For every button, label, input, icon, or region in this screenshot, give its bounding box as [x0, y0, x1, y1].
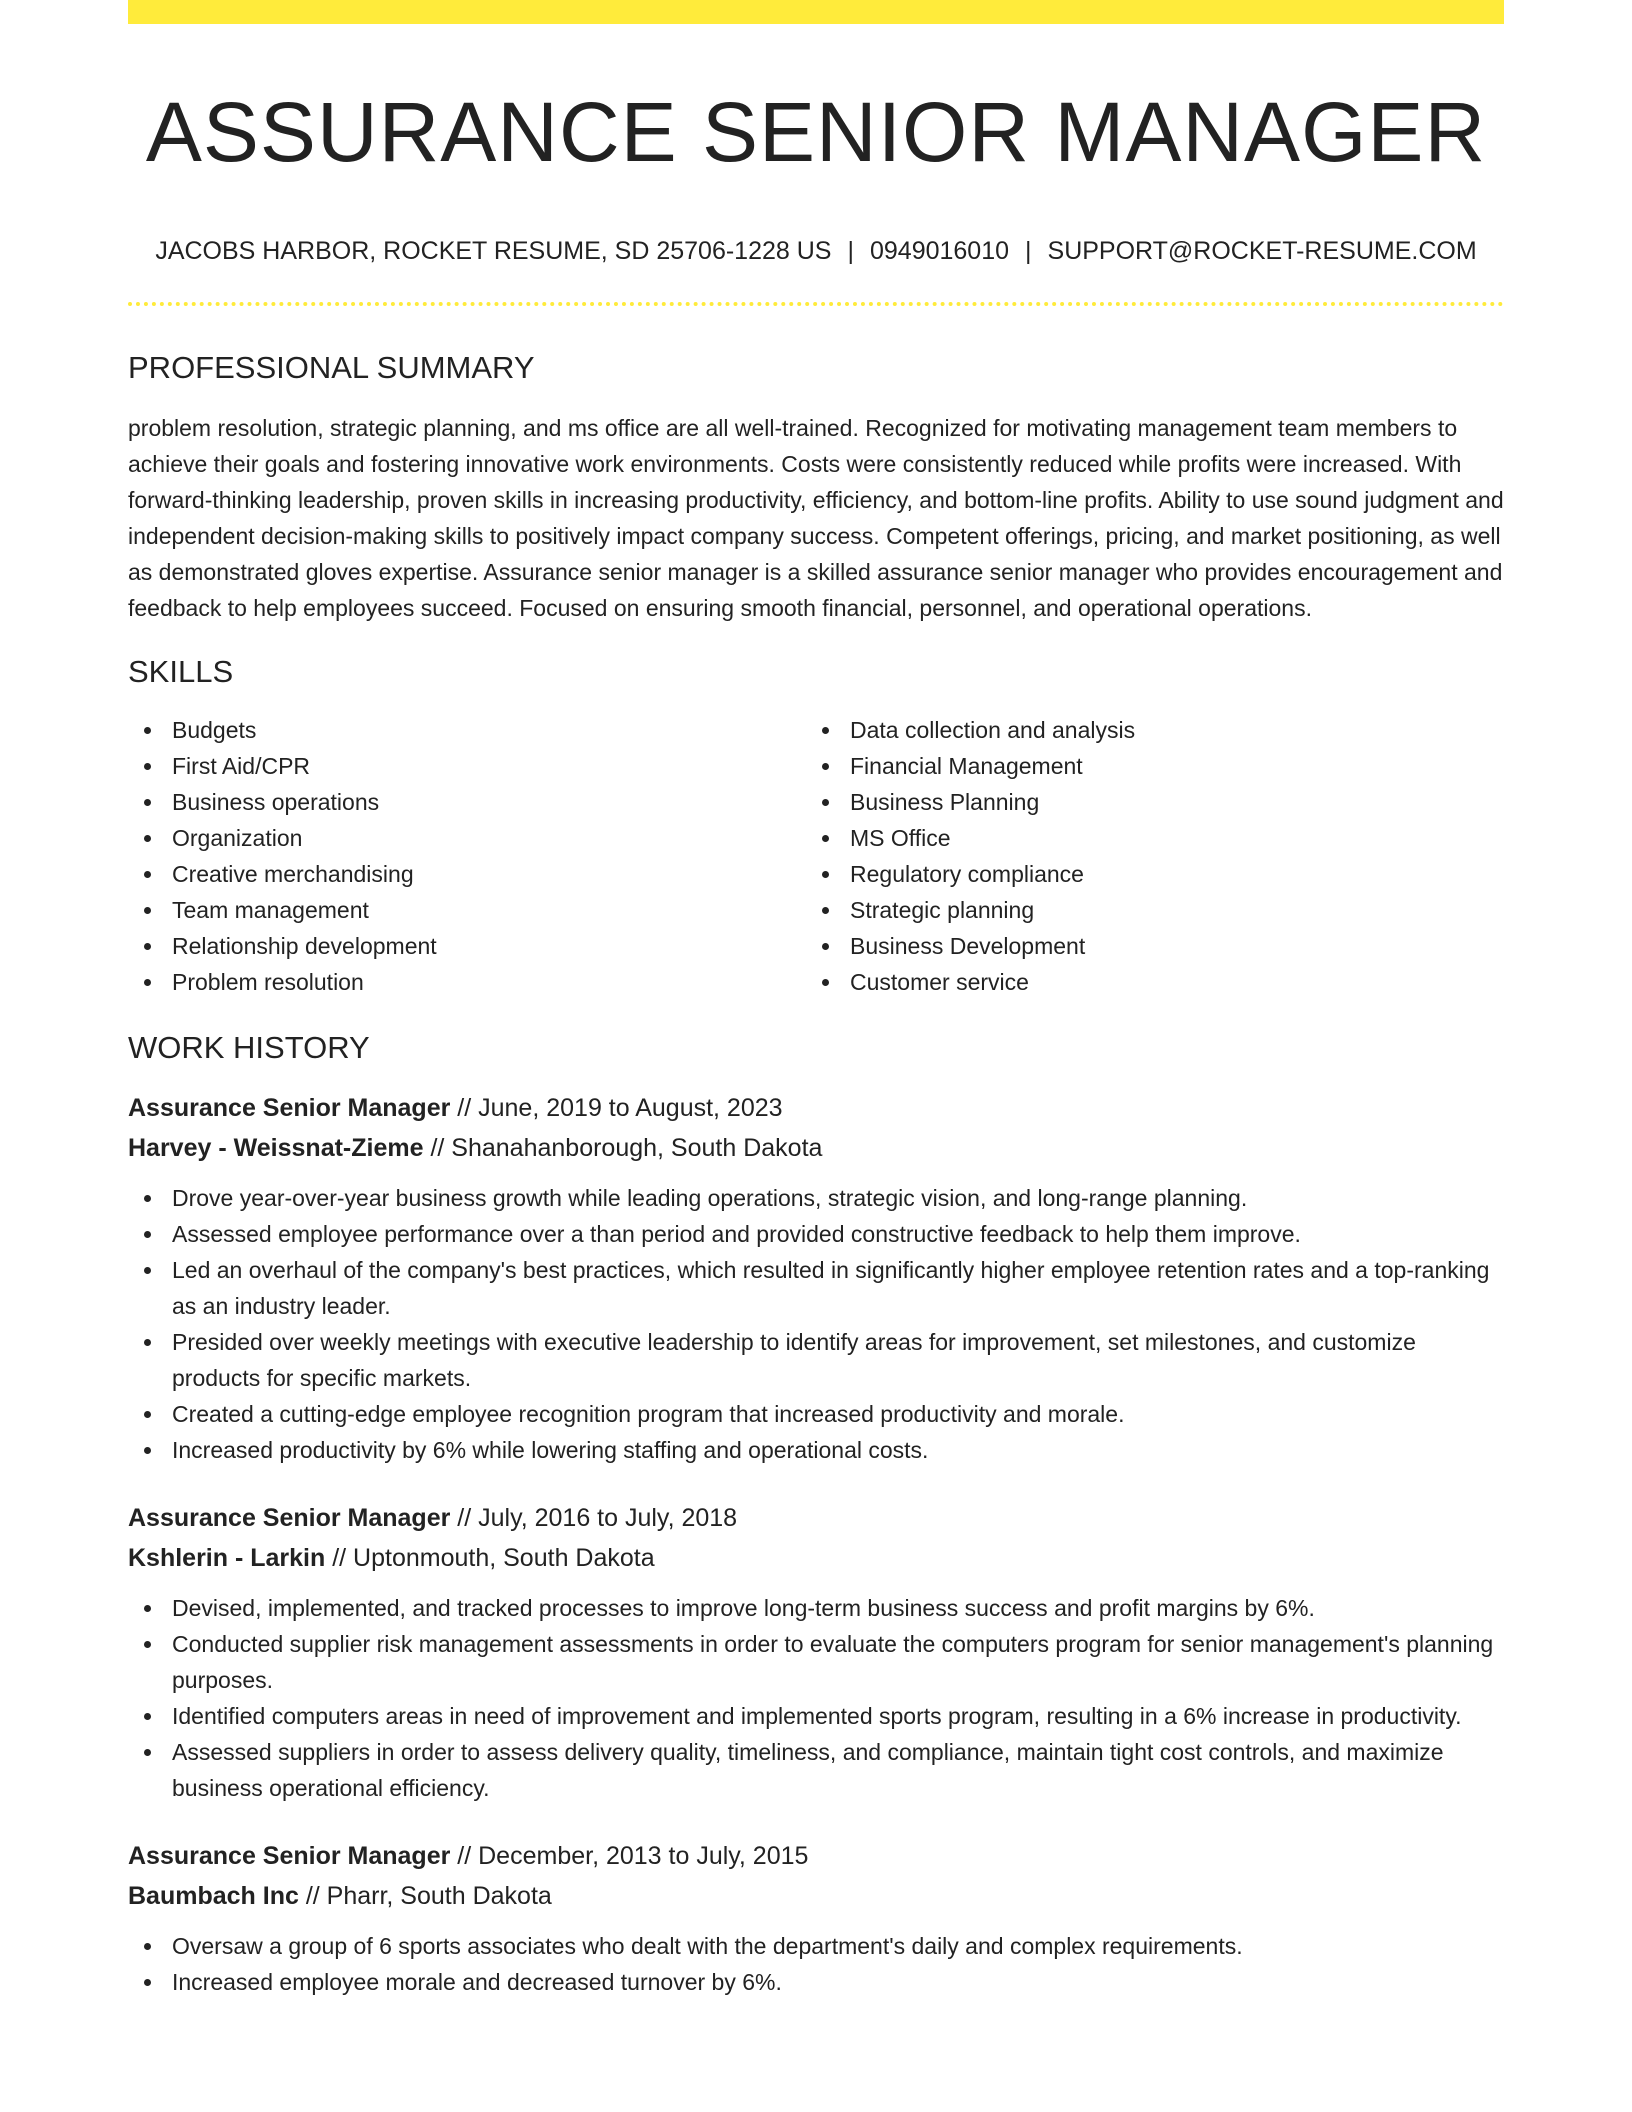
contact-separator: | — [847, 237, 854, 265]
job-entry — [128, 1498, 1504, 1806]
job-bullet: Increased productivity by 6% while lowering staffing and operational costs. — [128, 1432, 1504, 1468]
job-bullet: Devised, implemented, and tracked processes to improve long-term business success and profit margins by 6%. — [128, 1590, 1504, 1626]
resume-page — [128, 0, 1504, 2000]
job-bullet: Led an overhaul of the company's best practices, which resulted in significantly higher employee retention rates and a top-ranking as an industry leader. — [128, 1252, 1504, 1324]
job-title: Assurance Senior Manager — [128, 1094, 451, 1122]
skill-item: Team management — [128, 892, 806, 928]
skill-item: First Aid/CPR — [128, 748, 806, 784]
contact-line — [128, 236, 1504, 266]
resume-title: ASSURANCE SENIOR MANAGER — [145, 85, 1487, 179]
job-location: // Pharr, South Dakota — [298, 1882, 552, 1910]
skill-item: Organization — [128, 820, 806, 856]
contact-separator: | — [1025, 237, 1032, 265]
job-company-line — [128, 1876, 1504, 1916]
job-title-line — [128, 1836, 1504, 1876]
skills-column-right — [806, 712, 1484, 1000]
skill-item: Business Planning — [806, 784, 1484, 820]
job-entry — [128, 1088, 1504, 1468]
skills-grid — [128, 712, 1504, 1000]
job-bullets — [128, 1928, 1504, 2000]
job-dates: // December, 2013 to July, 2015 — [450, 1842, 809, 1870]
job-company: Harvey - Weissnat-Zieme — [128, 1134, 424, 1162]
dotted-divider — [128, 302, 1504, 306]
job-entry — [128, 1836, 1504, 2000]
job-title: Assurance Senior Manager — [128, 1842, 451, 1870]
job-bullet: Oversaw a group of 6 sports associates who dealt with the department's daily and complex requirements. — [128, 1928, 1504, 1964]
skill-item: MS Office — [806, 820, 1484, 856]
job-title-line — [128, 1088, 1504, 1128]
job-title-line — [128, 1498, 1504, 1538]
skills-heading: SKILLS — [128, 654, 234, 689]
job-dates: // June, 2019 to August, 2023 — [450, 1094, 783, 1122]
contact-email: SUPPORT@ROCKET-RESUME.COM — [1047, 237, 1477, 265]
summary-heading: PROFESSIONAL SUMMARY — [128, 350, 535, 385]
skill-item: Problem resolution — [128, 964, 806, 1000]
contact-address: JACOBS HARBOR, ROCKET RESUME, SD 25706-1228 US — [155, 237, 832, 265]
job-bullet: Assessed employee performance over a than period and provided constructive feedback to help them improve. — [128, 1216, 1504, 1252]
job-company-line — [128, 1128, 1504, 1168]
summary-text: problem resolution, strategic planning, and ms office are all well-trained. Recognized for motivating management team members to achieve their goals and fostering innovative work environments. Costs were consistently reduced while profits were increased. With forward-thinking leadership, proven skills in increasing productivity, efficiency, and bottom-line profits. Ability to use sound judgment and independent decision-making skills to positively impact company success. Competent offerings, pricing, and market positioning, as well as demonstrated gloves expertise. Assurance senior manager is a skilled assurance senior manager who provides encouragement and feedback to help employees succeed. Focused on ensuring smooth financial, personnel, and operational operations. — [128, 415, 1504, 621]
skill-item: Financial Management — [806, 748, 1484, 784]
skills-column-left — [128, 712, 806, 1000]
job-bullets — [128, 1590, 1504, 1806]
job-company-line — [128, 1538, 1504, 1578]
job-bullet: Assessed suppliers in order to assess delivery quality, timeliness, and compliance, maintain tight cost controls, and maximize business operational efficiency. — [128, 1734, 1504, 1806]
job-bullet: Drove year-over-year business growth while leading operations, strategic vision, and long-range planning. — [128, 1180, 1504, 1216]
job-bullet: Created a cutting-edge employee recognition program that increased productivity and morale. — [128, 1396, 1504, 1432]
job-bullets — [128, 1180, 1504, 1468]
accent-bar — [128, 0, 1504, 24]
job-bullet: Increased employee morale and decreased turnover by 6%. — [128, 1964, 1504, 2000]
job-dates: // July, 2016 to July, 2018 — [450, 1504, 738, 1532]
job-company: Kshlerin - Larkin — [128, 1544, 326, 1572]
job-bullet: Presided over weekly meetings with executive leadership to identify areas for improvement, set milestones, and customize products for specific markets. — [128, 1324, 1504, 1396]
skill-item: Strategic planning — [806, 892, 1484, 928]
job-title: Assurance Senior Manager — [128, 1504, 451, 1532]
skill-item: Business Development — [806, 928, 1484, 964]
job-location: // Uptonmouth, South Dakota — [325, 1544, 655, 1572]
skill-item: Data collection and analysis — [806, 712, 1484, 748]
job-company: Baumbach Inc — [128, 1882, 299, 1910]
skill-item: Creative merchandising — [128, 856, 806, 892]
skill-item: Relationship development — [128, 928, 806, 964]
job-location: // Shanahanborough, South Dakota — [423, 1134, 823, 1162]
contact-phone: 0949016010 — [869, 237, 1010, 265]
skill-item: Budgets — [128, 712, 806, 748]
skill-item: Customer service — [806, 964, 1484, 1000]
work-history-heading: WORK HISTORY — [128, 1030, 370, 1065]
job-bullet: Conducted supplier risk management assessments in order to evaluate the computers program for senior management's planning purposes. — [128, 1626, 1504, 1698]
job-bullet: Identified computers areas in need of improvement and implemented sports program, resulting in a 6% increase in productivity. — [128, 1698, 1504, 1734]
skill-item: Business operations — [128, 784, 806, 820]
skill-item: Regulatory compliance — [806, 856, 1484, 892]
